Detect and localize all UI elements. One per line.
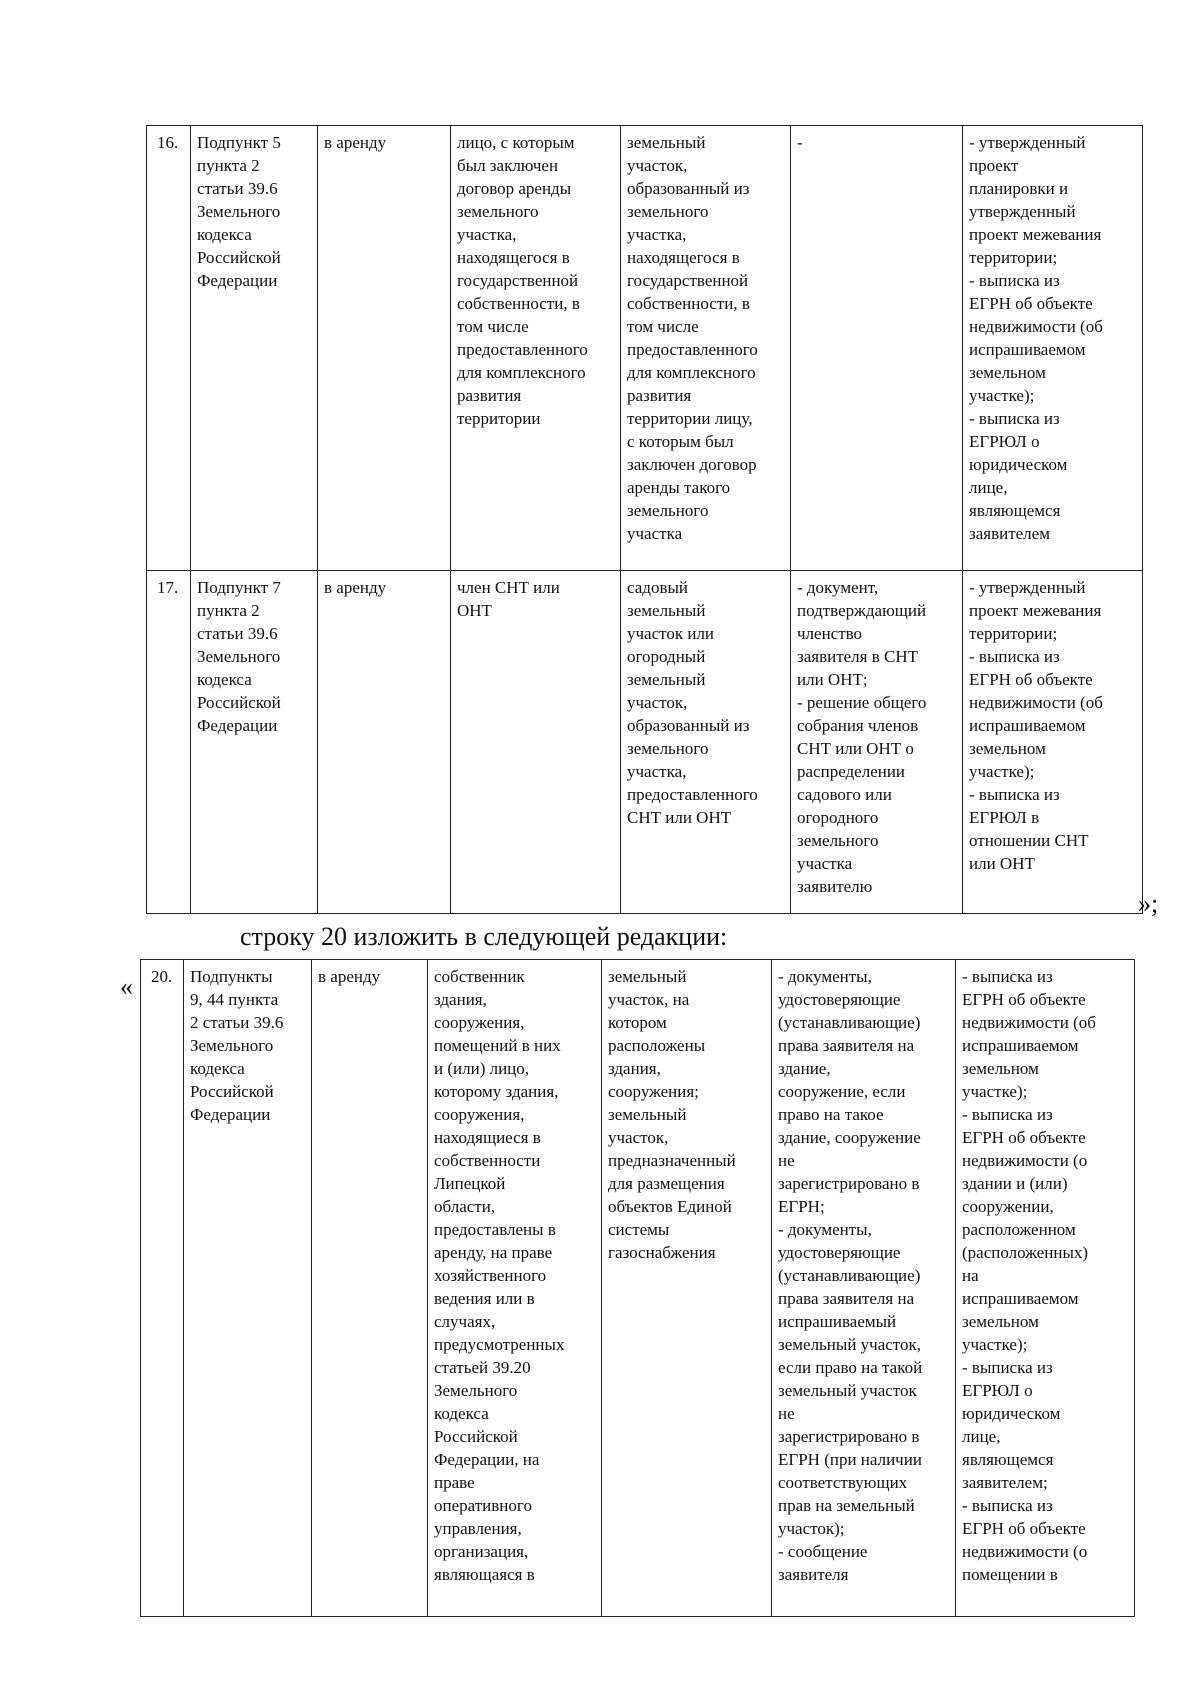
applicant-documents-cell: - bbox=[791, 126, 963, 571]
applicant-documents-cell: - документы, удостоверяющие (устанавливающие) права заявителя на здание, сооружение, если право на такое здание, сооружение не зарегистрировано в ЕГРН; - документы, удостоверяющие (устанавливающие) права заявителя на испрашиваемый земельный участок, если право на такой земельный участок не зарегистрировано в ЕГРН (при наличии соответствующих прав на земельный участок); - сообщение заявителя bbox=[772, 960, 956, 1617]
table-row bbox=[147, 126, 1143, 571]
requested-documents-cell: - выписка из ЕГРН об объекте недвижимости (об испрашиваемом земельном участке); - выписка из ЕГРН об объекте недвижимости (о здании и (или) сооружении, расположенном (расположенных) на испрашиваемом земельном участке); - выписка из ЕГРЮЛ о юридическом лице, являющемся заявителем; - выписка из ЕГРН об объекте недвижимости (о помещении в bbox=[956, 960, 1135, 1617]
table-row bbox=[147, 571, 1143, 914]
land-plot-cell: земельный участок, на котором расположены здания, сооружения; земельный участок, предназначенный для размещения объектов Единой системы газоснабжения bbox=[602, 960, 772, 1617]
land-table-continued bbox=[146, 125, 1143, 914]
right-type-cell: в аренду bbox=[312, 960, 428, 1617]
land-plot-cell: земельный участок, образованный из земельного участка, находящегося в государственной собственности, в том числе предоставленного для комплексного развития территории лицу, с которым был заключен договор аренды такого земельного участка bbox=[621, 126, 791, 571]
applicant-documents-cell: - документ, подтверждающий членство заявителя в СНТ или ОНТ; - решение общего собрания членов СНТ или ОНТ о распределении садового или огородного земельного участка заявителю bbox=[791, 571, 963, 914]
applicant-cell: лицо, с которым был заключен договор аренды земельного участка, находящегося в государственной собственности, в том числе предоставленного для комплексного развития территории bbox=[451, 126, 621, 571]
legal-basis-cell: Подпункт 7 пункта 2 статьи 39.6 Земельного кодекса Российской Федерации bbox=[191, 571, 318, 914]
right-type-cell: в аренду bbox=[318, 126, 451, 571]
closing-quote: »; bbox=[1138, 889, 1159, 918]
right-type-cell: в аренду bbox=[318, 571, 451, 914]
row-number: 16. bbox=[147, 126, 191, 571]
row-number: 17. bbox=[147, 571, 191, 914]
applicant-cell: собственник здания, сооружения, помещений в них и (или) лицо, которому здания, сооружения, находящиеся в собственности Липецкой области, предоставлены в аренду, на праве хозяйственного ведения или в случаях, предусмотренных статьей 39.20 Земельного кодекса Российской Федерации, на праве оперативного управления, организация, являющаяся в bbox=[428, 960, 602, 1617]
legal-basis-cell: Подпункт 5 пункта 2 статьи 39.6 Земельного кодекса Российской Федерации bbox=[191, 126, 318, 571]
legal-basis-cell: Подпункты 9, 44 пункта 2 статьи 39.6 Земельного кодекса Российской Федерации bbox=[184, 960, 312, 1617]
table-row bbox=[141, 960, 1135, 1617]
requested-documents-cell: - утвержденный проект межевания территории; - выписка из ЕГРН об объекте недвижимости (об испрашиваемом земельном участке); - выписка из ЕГРЮЛ в отношении СНТ или ОНТ bbox=[963, 571, 1143, 914]
land-table-row-20 bbox=[140, 959, 1135, 1617]
requested-documents-cell: - утвержденный проект планировки и утвержденный проект межевания территории; - выписка из ЕГРН об объекте недвижимости (об испрашиваемом земельном участке); - выписка из ЕГРЮЛ о юридическом лице, являющемся заявителем bbox=[963, 126, 1143, 571]
applicant-cell: член СНТ или ОНТ bbox=[451, 571, 621, 914]
amendment-caption: строку 20 изложить в следующей редакции: bbox=[240, 922, 728, 951]
row-number: 20. bbox=[141, 960, 184, 1617]
opening-quote: « bbox=[120, 972, 133, 1001]
land-plot-cell: садовый земельный участок или огородный земельный участок, образованный из земельного участка, предоставленного СНТ или ОНТ bbox=[621, 571, 791, 914]
